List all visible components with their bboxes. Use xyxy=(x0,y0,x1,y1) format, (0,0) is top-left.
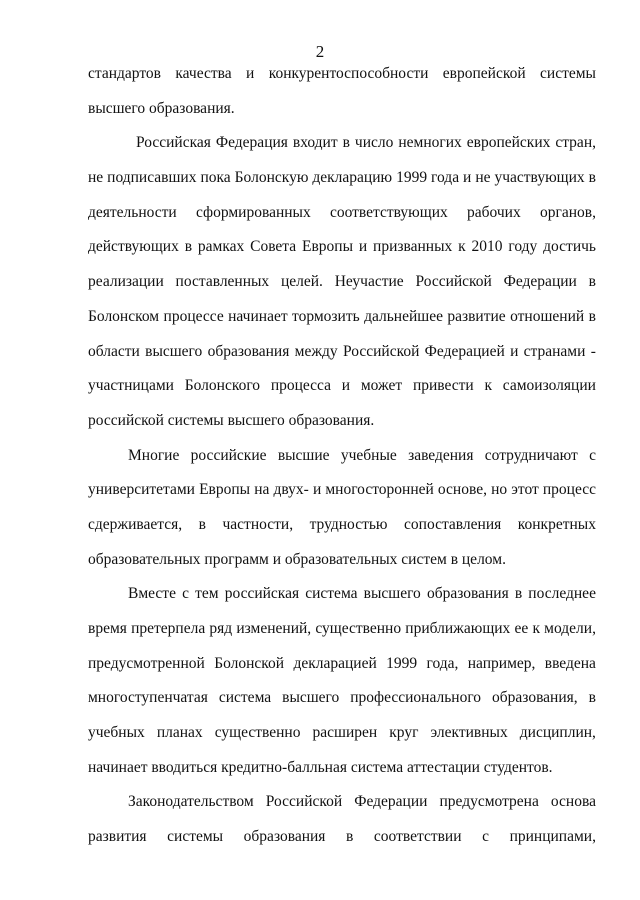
text-word: года xyxy=(431,169,460,187)
text-word: достичь xyxy=(543,238,596,256)
text-word: сформированных xyxy=(195,203,311,221)
text-word: подписавших xyxy=(107,169,197,187)
text-line xyxy=(88,166,596,201)
text-word: существенно xyxy=(315,620,402,637)
text-word: в xyxy=(198,515,206,533)
text-word: немногих xyxy=(398,134,462,152)
text-word: пока xyxy=(200,169,231,187)
text-word: к xyxy=(458,238,466,256)
text-word: Болонскую xyxy=(234,169,309,187)
text-word: в xyxy=(514,585,523,603)
text-word: с xyxy=(482,828,489,846)
text-word: высшего xyxy=(282,689,340,707)
text-word: участвующих xyxy=(494,169,585,187)
text-word: дальнейшее xyxy=(364,307,443,325)
text-word: конкретных xyxy=(517,515,596,533)
text-word: этот xyxy=(511,481,539,499)
text-word: высшие xyxy=(277,446,330,464)
text-word: расширен xyxy=(312,724,378,742)
text-word: с xyxy=(589,446,596,464)
text-word: поставленных xyxy=(175,273,270,291)
text-word: европейской xyxy=(442,65,526,82)
text-line xyxy=(88,444,596,479)
text-word: но xyxy=(491,481,508,499)
text-word: Совета xyxy=(250,238,297,256)
text-word: Федерации xyxy=(354,793,428,811)
text-word: Вместе xyxy=(128,585,176,603)
text-word: процессе xyxy=(163,307,224,325)
text-line xyxy=(88,97,596,132)
text-word: с xyxy=(182,585,189,603)
text-word: последнее xyxy=(528,585,596,603)
text-word: высшего xyxy=(363,585,421,603)
text-word: система xyxy=(305,585,358,603)
text-word: изменений, xyxy=(236,620,312,637)
text-word: Многие xyxy=(128,446,180,464)
text-word: развитие xyxy=(447,307,506,325)
text-word: двух- xyxy=(273,481,309,499)
text-line xyxy=(88,548,596,583)
text-line xyxy=(88,374,596,409)
text-line xyxy=(88,790,596,825)
text-word: 2010 xyxy=(471,238,503,256)
text-word: система xyxy=(218,689,272,707)
text-word: предусмотрена xyxy=(439,793,539,811)
text-word: образования xyxy=(243,828,326,846)
text-word: существенно xyxy=(214,724,301,742)
text-word: соответствующих xyxy=(329,203,448,221)
text-word: образовательных программ и образовательных систем в целом. xyxy=(88,550,506,568)
text-word: в xyxy=(588,273,596,291)
text-word: начинает вводиться кредитно-балльная система аттестации студентов. xyxy=(88,758,553,776)
text-word: в xyxy=(342,134,350,152)
text-word: и xyxy=(341,377,351,395)
text-word: число xyxy=(354,134,394,152)
text-line xyxy=(88,721,596,756)
text-word: Европы xyxy=(302,238,354,256)
text-word: целей. xyxy=(280,273,323,291)
text-word: привести xyxy=(412,377,474,395)
page-number: 2 xyxy=(315,42,325,61)
text-word: системы xyxy=(540,65,596,82)
text-word: деятельности xyxy=(88,203,177,221)
text-word: на xyxy=(254,481,270,499)
text-word: развития xyxy=(88,828,147,846)
text-word: и xyxy=(463,169,472,187)
text-line xyxy=(88,305,596,340)
text-word: - xyxy=(590,342,596,360)
text-word: российской системы высшего образования. xyxy=(88,411,375,429)
text-word: и xyxy=(246,65,255,82)
text-word: года, xyxy=(426,654,459,672)
text-word: входит xyxy=(292,134,338,152)
text-word: Болонской xyxy=(214,654,285,672)
text-line xyxy=(88,582,596,617)
text-word: отношений xyxy=(510,307,585,325)
text-word: учебных xyxy=(88,724,145,742)
document-body xyxy=(88,62,596,860)
text-word: российская xyxy=(224,585,300,603)
text-word: тем xyxy=(195,585,219,603)
text-word: Болонском xyxy=(88,307,160,325)
text-word: сопоставления xyxy=(404,515,502,533)
text-word: к xyxy=(484,377,493,395)
text-word: не xyxy=(475,169,491,187)
text-word: тормозить xyxy=(292,307,360,325)
text-word: участницами xyxy=(88,377,174,395)
text-line xyxy=(88,409,596,444)
text-word: высшего xyxy=(145,342,203,360)
text-word: учебные xyxy=(340,446,397,464)
text-word: дисциплин, xyxy=(519,724,596,742)
text-word: российские xyxy=(190,446,267,464)
text-word: Федерацией xyxy=(424,342,505,360)
text-line xyxy=(88,340,596,375)
text-word: Российской xyxy=(415,273,492,291)
text-word: и xyxy=(358,238,368,256)
text-line xyxy=(88,686,596,721)
text-word: заведения xyxy=(408,446,474,464)
text-word: стран, xyxy=(555,134,596,152)
text-word: рабочих xyxy=(467,203,521,221)
text-word: основа xyxy=(550,793,596,811)
text-word: в xyxy=(588,169,596,187)
text-line xyxy=(88,270,596,305)
text-line xyxy=(88,131,596,166)
text-word: приближающих xyxy=(405,620,511,637)
text-word: профессионального xyxy=(350,689,482,707)
text-word: Неучастие xyxy=(334,273,404,291)
text-word: претерпела xyxy=(131,620,206,637)
text-word: процесса xyxy=(270,377,331,395)
text-word: круг xyxy=(389,724,419,742)
text-word: органов, xyxy=(539,203,596,221)
text-word: 1999 xyxy=(386,654,418,672)
text-word: стандартов xyxy=(88,65,161,82)
text-word: в xyxy=(588,307,596,325)
text-word: в xyxy=(184,238,193,256)
text-line xyxy=(88,478,596,513)
text-word: конкурентоспособности xyxy=(268,65,429,82)
text-word: ее xyxy=(514,620,529,637)
text-word: в xyxy=(588,689,596,707)
text-line xyxy=(88,756,596,791)
text-word: сдерживается, xyxy=(88,515,183,533)
text-word: процесс xyxy=(542,481,596,499)
text-line xyxy=(88,235,596,270)
text-word: и xyxy=(312,481,322,499)
text-word: Законодательством xyxy=(128,793,254,811)
text-word: году xyxy=(508,238,538,256)
text-word: не xyxy=(88,169,104,187)
text-word: Российской xyxy=(342,342,420,360)
text-word: сотрудничают xyxy=(484,446,578,464)
text-line xyxy=(88,513,596,548)
text-word: рамках xyxy=(197,238,245,256)
text-word: элективных xyxy=(430,724,508,742)
text-word: высшего образования. xyxy=(88,99,235,117)
text-word: принципами, xyxy=(509,828,596,846)
text-word: и xyxy=(510,342,519,360)
text-word: Федерации xyxy=(503,273,577,291)
text-word: качества xyxy=(175,65,232,82)
text-word: Федерация xyxy=(215,134,288,152)
text-word: ряд xyxy=(209,620,233,637)
text-line xyxy=(88,652,596,687)
text-word: начинает xyxy=(228,307,288,325)
text-word: Европы xyxy=(199,481,251,499)
text-word: предусмотренной xyxy=(88,654,205,672)
text-word: основе, xyxy=(437,481,487,499)
text-word: системы xyxy=(167,828,224,846)
text-word: декларацией xyxy=(293,654,377,672)
text-word: образования, xyxy=(492,689,578,707)
text-word: образования xyxy=(426,585,509,603)
text-word: частности, xyxy=(222,515,294,533)
text-word: области xyxy=(88,342,140,360)
text-word: многосторонней xyxy=(325,481,434,499)
text-word: в xyxy=(346,828,354,846)
text-word: образования xyxy=(207,342,290,360)
text-word: реализации xyxy=(88,273,164,291)
text-line xyxy=(88,617,596,652)
text-word: призванных xyxy=(373,238,453,256)
text-word: университетами xyxy=(88,481,195,499)
text-word: Российская xyxy=(136,134,211,152)
text-word: странами xyxy=(523,342,586,360)
text-word: может xyxy=(360,377,403,395)
text-word: европейских xyxy=(466,134,551,152)
text-word: Болонского xyxy=(184,377,261,395)
text-word: к xyxy=(532,620,540,637)
text-word: соответствии xyxy=(373,828,462,846)
text-line xyxy=(88,825,596,860)
text-line xyxy=(88,62,596,97)
text-word: введена xyxy=(544,654,596,672)
text-word: многоступенчатая xyxy=(88,689,208,707)
text-word: самоизоляции xyxy=(502,377,596,395)
text-word: модели, xyxy=(544,620,596,637)
text-word: Российской xyxy=(265,793,343,811)
text-word: например, xyxy=(467,654,536,672)
text-word: декларацию xyxy=(312,169,393,187)
text-word: 1999 xyxy=(396,169,428,187)
text-word: планах xyxy=(156,724,203,742)
text-word: трудностью xyxy=(309,515,388,533)
text-line xyxy=(88,201,596,236)
text-word: время xyxy=(88,620,127,637)
text-word: действующих xyxy=(88,238,179,256)
text-word: между xyxy=(294,342,338,360)
